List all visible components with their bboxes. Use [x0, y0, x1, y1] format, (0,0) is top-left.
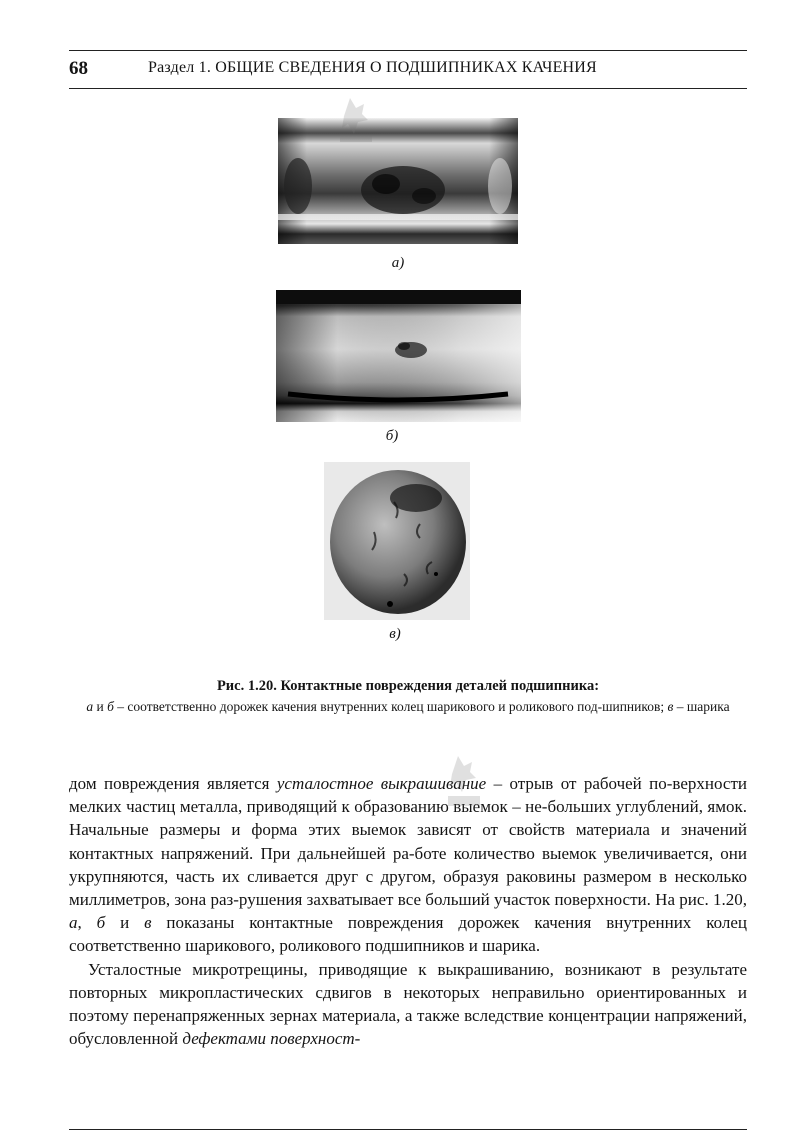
- bottom-rule: [69, 1129, 747, 1130]
- publisher-watermark-logo: [444, 752, 484, 812]
- figure-c-label: в): [389, 626, 401, 642]
- body-paragraph-1: дом повреждения является усталостное выкрашивание – отрыв от рабочей по-верхности мелких частиц металла, приводящий к образованию выемок – не-больших углублений, ямок. Начальные размеры и форма этих выемок зависят от свойств материала и значений контактных напряжений. При дальнейшей ра-боте количество выемок увеличивается, они укрупняются, часть их сливается друг с другом, образуя раковины размером в несколько миллиметров, зона раз-рушения захватывает все больший участок поверхности. На рис. 1.20, а, б и в показаны контактные повреждения дорожек качения внутренних колец соответственно шарикового, роликового подшипников и шарика.: [69, 774, 747, 956]
- body-text: [69, 772, 747, 1050]
- publisher-watermark-logo: [336, 94, 376, 146]
- figure-a-ball-bearing-inner-ring: [278, 118, 518, 244]
- figure-b-roller-bearing-inner-ring: [276, 290, 521, 422]
- figure-caption-text: а и б – соответственно дорожек качения внутренних колец шарикового и роликового под-шипников; в – шарика: [86, 699, 730, 714]
- figure-c-ball: [324, 462, 470, 620]
- page-number: 68: [69, 58, 88, 79]
- figure-b-label: б): [385, 428, 399, 444]
- figure-caption-title: Рис. 1.20. Контактные повреждения деталей подшипника:: [216, 678, 600, 694]
- figure-a-label: а): [391, 255, 405, 271]
- running-head: Раздел 1. ОБЩИЕ СВЕДЕНИЯ О ПОДШИПНИКАХ КАЧЕНИЯ: [148, 59, 597, 76]
- body-paragraph-2: Усталостные микротрещины, приводящие к выкрашиванию, возникают в результате повторных микропластических сдвигов в некоторых неправильно ориентированных и поэтому перенапряженных зернах материала, а также вследствие концентрации напряжений, обусловленной дефектами поверхност-: [69, 959, 747, 1049]
- top-rule: [69, 50, 747, 51]
- header-rule: [69, 88, 747, 89]
